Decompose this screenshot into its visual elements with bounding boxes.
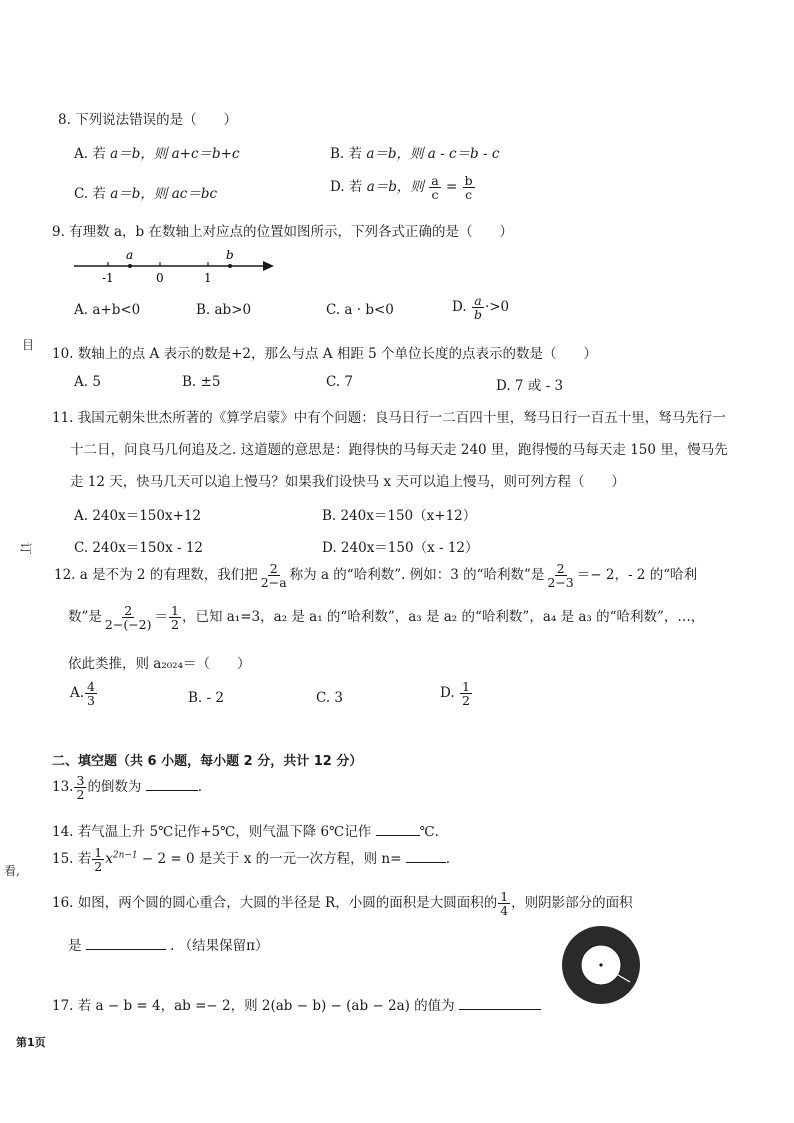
q11-line-3: 走 12 天，快马几天可以追上慢马？如果我们设快马 x 天可以追上慢马，则可列方程（ ） bbox=[70, 474, 625, 490]
q10-option-b: B. ±5 bbox=[182, 374, 221, 390]
q9-option-a: A. a+b<0 bbox=[74, 302, 141, 318]
tick-label-0: 0 bbox=[156, 271, 164, 285]
point-b bbox=[228, 264, 232, 268]
q13: 13. $\frac{3}{2}$ 的倒数为 . bbox=[52, 773, 203, 803]
page-number: 第1页 bbox=[16, 1036, 46, 1049]
q16-line-2: 是 . （结果保留π） bbox=[68, 938, 269, 954]
q12-line-3: 依此类推，则 a₂₀₂₄＝（ ） bbox=[68, 656, 251, 672]
q8-option-d: D. 若 a＝b，则 $\frac{a}{c}$ = $\frac{b}{c}$ bbox=[330, 173, 473, 203]
margin-mark-3: 看, bbox=[4, 864, 20, 878]
q16-answer-blank[interactable] bbox=[86, 937, 166, 950]
q11-option-c: C. 240x＝150x - 12 bbox=[74, 540, 204, 556]
q11-option-a: A. 240x＝150x+12 bbox=[74, 508, 202, 524]
q12-line-1: 12. a 是不为 2 的有理数，我们把 $\frac{2}{2-a}$ 称为 a 的“哈利数”. 例如：3 的“哈利数”是 $\frac{2}{2-3}$ ＝− 2，- 2 的“哈利 bbox=[54, 561, 698, 591]
point-a bbox=[128, 264, 132, 268]
q8-option-a: A. 若 a＝b，则 a+c＝b+c bbox=[74, 146, 240, 162]
q12-option-b: B. - 2 bbox=[188, 690, 224, 706]
q9-option-d: D. $\frac{a}{b}$ ·>0 bbox=[452, 293, 510, 323]
q15: 15. 若 $\frac{1}{2}$ $x^{2n-1} - 2 = 0$ 是关于 x 的一元一次方程，则 n= . bbox=[52, 845, 450, 875]
q16-line-1: 16. 如图，两个圆的圆心重合，大圆的半径是 R，小圆的面积是大圆面积的 $\frac{1}{4}$ ，则阴影部分的面积 bbox=[52, 889, 633, 919]
q13-answer-blank[interactable] bbox=[146, 778, 198, 791]
q10-stem: 10. 数轴上的点 A 表示的数是+2，那么与点 A 相距 5 个单位长度的点表示的数是（ ） bbox=[52, 346, 597, 362]
q11-option-b: B. 240x＝150（x+12） bbox=[322, 508, 477, 524]
margin-mark-2: 订 bbox=[18, 542, 33, 555]
q11-line-1: 11. 我国元朝朱世杰所著的《算学启蒙》中有个问题：良马日行一二百四十里，驽马日行一百五十里，驽马先行一 bbox=[52, 410, 726, 426]
axis-arrow bbox=[263, 261, 274, 271]
concentric-circles-figure bbox=[560, 924, 642, 1006]
q11-option-d: D. 240x＝150（x - 12） bbox=[322, 540, 479, 556]
number-line bbox=[70, 244, 280, 286]
q10-option-c: C. 7 bbox=[326, 374, 354, 390]
q15-answer-blank[interactable] bbox=[406, 850, 446, 863]
q17-answer-blank[interactable] bbox=[459, 997, 541, 1010]
margin-mark-1: 目 bbox=[22, 338, 35, 352]
q14-answer-blank[interactable] bbox=[376, 823, 420, 836]
q12-option-a: A. $\frac{4}{3}$ bbox=[70, 679, 95, 709]
q10-option-d: D. 7 或 - 3 bbox=[496, 378, 564, 394]
q17: 17. 若 a − b = 4，ab =− 2，则 2(ab − b) − (ab − 2a) 的值为 bbox=[52, 994, 541, 1014]
label-b: b bbox=[226, 248, 234, 262]
q9-stem: 9. 有理数 a，b 在数轴上对应点的位置如图所示，下列各式正确的是（ ） bbox=[52, 224, 513, 240]
label-a: a bbox=[126, 248, 134, 262]
q12-option-c: C. 3 bbox=[316, 690, 344, 706]
q10-option-a: A. 5 bbox=[74, 374, 101, 390]
q8-option-c: C. 若 a＝b，则 ac＝bc bbox=[74, 186, 218, 202]
tick-label-1: 1 bbox=[204, 271, 212, 285]
q8-stem: 8. 下列说法错误的是（ ） bbox=[58, 112, 238, 128]
q9-option-b: B. ab>0 bbox=[196, 302, 252, 318]
center-point bbox=[599, 963, 602, 966]
q12-option-d: D. $\frac{1}{2}$ bbox=[440, 679, 470, 709]
q9-option-c: C. a · b<0 bbox=[326, 302, 394, 318]
q11-line-2: 十二日，问良马几何追及之. 这道题的意思是：跑得快的马每天走 240 里，跑得慢的马每天走 150 里，慢马先 bbox=[70, 442, 728, 458]
q14: 14. 若气温上升 5℃记作+5℃，则气温下降 6℃记作 ℃. bbox=[52, 824, 439, 840]
q8-option-b: B. 若 a＝b，则 a - c＝b - c bbox=[330, 146, 500, 162]
section-heading: 二、填空题（共 6 小题，每小题 2 分，共计 12 分） bbox=[52, 754, 363, 769]
q12-line-2: 数”是 $\frac{2}{2-(-2)}$ ＝ $\frac{1}{2}$ ，已知 a₁=3，a₂ 是 a₁ 的“哈利数”，a₃ 是 a₂ 的“哈利数”，a₄ 是 a₃ 的“哈利数”，…， bbox=[68, 603, 705, 633]
tick-label-neg1: -1 bbox=[102, 271, 114, 285]
